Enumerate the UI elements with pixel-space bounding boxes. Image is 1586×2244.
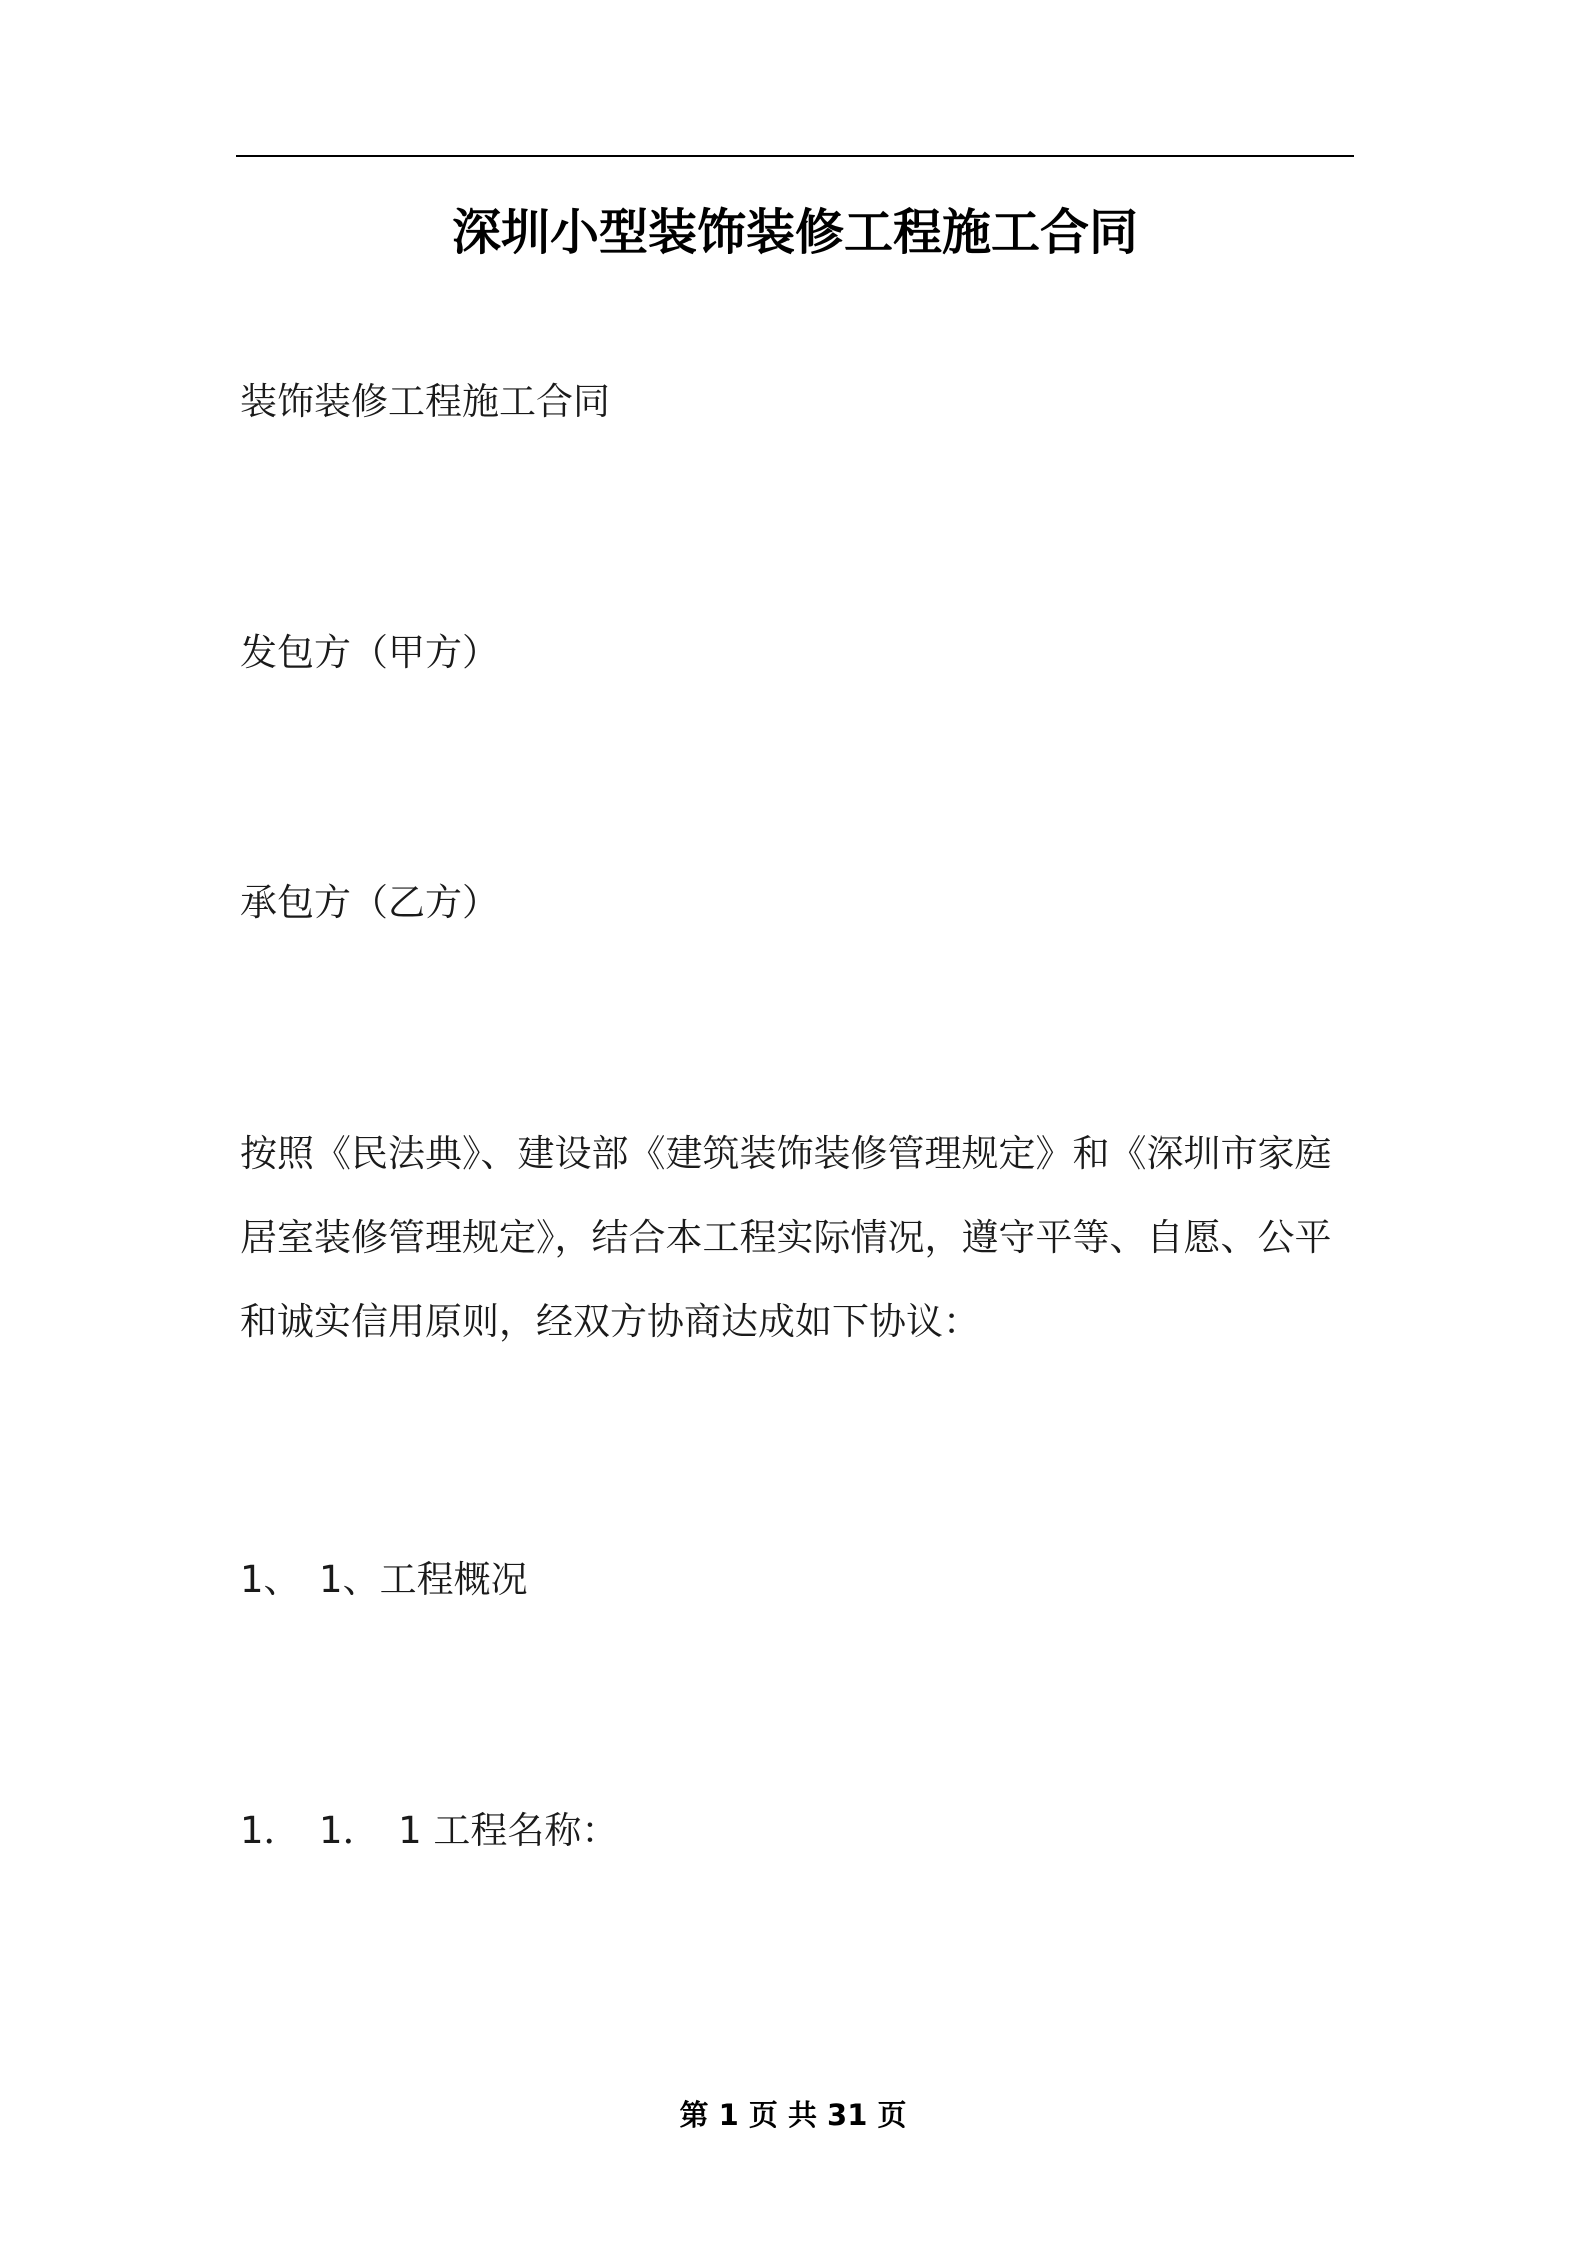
subsection-heading: 1． 1． 1 工程名称： bbox=[240, 1809, 619, 1852]
preamble-line: 按照《民法典》、建设部《建筑装饰装修管理规定》和《深圳市家庭 bbox=[240, 1132, 1332, 1175]
party-a-label: 发包方（甲方） bbox=[240, 631, 499, 674]
preamble-line: 居室装修管理规定》，结合本工程实际情况，遵守平等、自愿、公平 bbox=[240, 1216, 1332, 1259]
preamble-line: 和诚实信用原则，经双方协商达成如下协议： bbox=[240, 1300, 980, 1343]
contract-subtitle: 装饰装修工程施工合同 bbox=[240, 380, 610, 423]
party-b-label: 承包方（乙方） bbox=[240, 881, 499, 924]
page-number-footer: 第 1 页 共 31 页 bbox=[679, 2098, 907, 2132]
header-rule bbox=[236, 155, 1354, 157]
preamble-paragraph bbox=[240, 1112, 1358, 1364]
section-heading: 1、 1、工程概况 bbox=[240, 1558, 528, 1601]
document-title: 深圳小型装饰装修工程施工合同 bbox=[451, 204, 1138, 261]
